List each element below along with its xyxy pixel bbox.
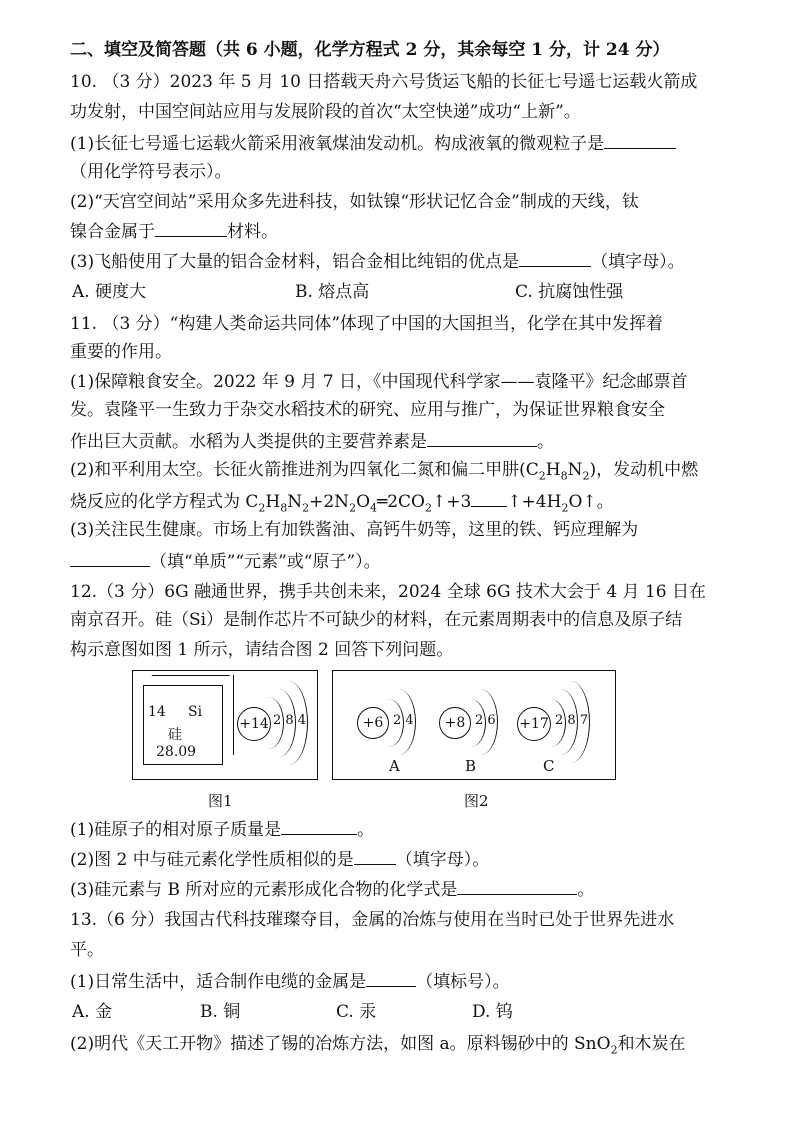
shell-arc: [551, 681, 590, 763]
q10-option-a: A. 硬度大: [72, 282, 147, 302]
cube-top-face: [143, 675, 230, 686]
shell-arc: [381, 689, 416, 755]
subscript: 2: [302, 501, 310, 515]
q12-part1-text: (1)硅原子的相对原子质量是: [70, 820, 282, 840]
formula-part: H: [545, 460, 561, 480]
q13-option-c: C. 汞: [336, 1002, 377, 1022]
formula-part: O↑。: [568, 492, 614, 512]
q11-part3-tail: （填“单质”“元素”或“原子”）。: [150, 552, 381, 572]
answer-blank[interactable]: [427, 428, 537, 447]
q11-part2-line1: [70, 458, 698, 488]
answer-blank[interactable]: [471, 488, 507, 507]
q10-part3-tail: （填字母）。: [591, 252, 685, 272]
q13-stem-line2: 平。: [70, 940, 104, 960]
q13-stem-line1: 13.（6 分）我国古代科技璀璨夺目，金属的冶炼与使用在当时已处于世界先进水: [70, 910, 675, 930]
q11-part1-text: 作出巨大贡献。水稻为人类提供的主要营养素是: [70, 432, 427, 452]
q10-part1-line1: [70, 130, 676, 156]
q10-part3-line: [70, 248, 685, 274]
q11-part1-line3: [70, 428, 554, 454]
subscript: 2: [258, 501, 266, 515]
section-title: 二、填空及简答题（共 6 小题，化学方程式 2 分，其余每空 1 分，计 24 分）: [70, 40, 670, 60]
formula-part: ↑+3: [432, 492, 472, 512]
formula-part: +2N: [309, 492, 350, 512]
q12-stem-line1: 12.（3 分）6G 融通世界，携手共创未来，2024 全球 6G 技术大会于 4 月 16 日在: [70, 582, 706, 602]
q11-part3-line1: (3)关注民生健康。市场上有加铁酱油、高钙牛奶等，这里的铁、钙应理解为: [70, 520, 639, 540]
figure-2: [332, 670, 616, 780]
si-electron-shells: 2 8 4: [273, 713, 307, 728]
subscript: 2: [582, 469, 590, 483]
q12-part1-tail: 。: [357, 820, 375, 840]
atom-c-nucleus: +17: [517, 707, 551, 741]
q11-part3-line2: [70, 548, 381, 574]
answer-blank[interactable]: [366, 968, 416, 987]
q12-part2-text: (2)图 2 中与硅元素化学性质相似的是: [70, 850, 354, 870]
q13-part1-tail: （填标号）。: [416, 972, 510, 992]
q13-option-d: D. 钨: [472, 1002, 513, 1022]
subscript: 8: [280, 501, 288, 515]
formula-part: N: [567, 460, 583, 480]
atom-a-label: A: [389, 757, 400, 775]
cube-side-face: [223, 675, 234, 755]
q12-part1-line: [70, 816, 374, 842]
q11-stem-line1: 11. （3 分）“构建人类命运共同体”体现了中国的大国担当，化学在其中发挥着: [70, 314, 664, 334]
q13-part1-text: (1)日常生活中，适合制作电缆的金属是: [70, 972, 367, 992]
q10-part2-tail: 材料。: [227, 222, 278, 242]
figure-1-caption: 图1: [208, 792, 233, 810]
subscript: 2: [561, 501, 569, 515]
q11-part1-tail: 。: [537, 432, 554, 452]
subscript: 2: [538, 469, 546, 483]
q13-part2-text: (2)明代《天工开物》描述了锡的冶炼方法，如图 a。原料锡砂中的 SnO: [70, 1034, 611, 1054]
shell-arc: [463, 689, 498, 755]
q12-part2-line: [70, 846, 489, 872]
q13-part1-line: [70, 968, 510, 994]
q10-stem-line2: 功发射，中国空间站应用与发展阶段的首次“太空快递”成功“上新”。: [70, 102, 581, 122]
q11-part1-line1: (1)保障粮食安全。2022 年 9 月 7 日，《中国现代科学家——袁隆平》纪念邮票首: [70, 372, 688, 392]
atom-c-label: C: [543, 757, 555, 775]
q12-stem-line3: 构示意图如图 1 所示，请结合图 2 回答下列问题。: [70, 640, 454, 660]
atom-c-shells: 2 8 7: [555, 713, 589, 728]
formula-part: ═2CO: [377, 492, 425, 512]
shell-arc: [269, 681, 308, 765]
atom-b-label: B: [465, 757, 477, 775]
q11-stem-line2: 重要的作用。: [70, 342, 172, 362]
q10-option-c: C. 抗腐蚀性强: [515, 282, 624, 302]
atom-a-nucleus: +6: [357, 707, 389, 739]
q12-part3-text: (3)硅元素与 B 所对应的元素形成化合物的化学式是: [70, 880, 458, 900]
q10-part1-line2: （用化学符号表示）。: [70, 162, 232, 182]
figure-1: [132, 670, 318, 780]
atom-b-shells: 2 6: [475, 713, 496, 728]
q11-part1-line2: 发。袁隆平一生致力于杂交水稻技术的研究、应用与推广，为保证世界粮食安全: [70, 400, 665, 420]
q10-option-b: B. 熔点高: [295, 282, 370, 302]
atomic-mass: 28.09: [156, 744, 197, 760]
element-symbol: Si: [188, 704, 203, 720]
subscript: 2: [425, 501, 432, 515]
q13-part2-tail: 和木炭在: [617, 1034, 686, 1054]
q11-part2-equation: [70, 488, 614, 520]
formula-part: ↑+4H: [507, 492, 562, 512]
equation-text: 烧反应的化学方程式为 C: [70, 492, 259, 512]
q12-part3-tail: 。: [577, 880, 595, 900]
q13-option-b: B. 铜: [200, 1002, 241, 1022]
formula-part: N: [287, 492, 303, 512]
answer-blank[interactable]: [604, 130, 676, 149]
q12-part3-line: [70, 876, 594, 902]
q10-part2-line1: (2)“天宫空间站”采用众多先进科技，如钛镍“形状记忆合金”制成的天线，钛: [70, 192, 639, 212]
subscript: 8: [560, 469, 568, 483]
subscript: 4: [370, 501, 377, 515]
answer-blank[interactable]: [354, 846, 396, 865]
subscript: 2: [610, 1043, 618, 1057]
answer-blank[interactable]: [70, 548, 150, 567]
element-name: 硅: [168, 727, 182, 743]
q11-part2-tail: )，发动机中燃: [589, 460, 699, 480]
atomic-number: 14: [148, 704, 166, 720]
subscript: 2: [349, 501, 357, 515]
q12-stem-line2: 南京召开。硅（Si）是制作芯片不可缺少的材料，在元素周期表中的信息及原子结: [70, 610, 683, 630]
atom-a-shells: 2 4: [393, 713, 414, 728]
q10-part3-text: (3)飞船使用了大量的铝合金材料，铝合金相比纯铝的优点是: [70, 252, 520, 272]
answer-blank[interactable]: [457, 876, 577, 895]
answer-blank[interactable]: [155, 218, 227, 237]
answer-blank[interactable]: [281, 816, 357, 835]
q11-part2-text: (2)和平利用太空。长征火箭推进剂为四氧化二氮和偏二甲肼(C: [70, 460, 539, 480]
q10-part2-line2: [70, 218, 278, 244]
q12-part2-tail: （填字母）。: [395, 850, 490, 870]
formula-part: H: [265, 492, 281, 512]
q13-part2-line: [70, 1032, 686, 1062]
figure-2-caption: 图2: [464, 792, 489, 810]
si-nucleus: +14: [237, 707, 271, 741]
q10-part1-text: (1)长征七号遥七运载火箭采用液氧煤油发动机。构成液氧的微观粒子是: [70, 134, 605, 154]
atom-b-nucleus: +8: [439, 707, 471, 739]
periodic-table-cell: [143, 685, 223, 765]
formula-part: O: [356, 492, 370, 512]
answer-blank[interactable]: [519, 248, 591, 267]
q10-stem-line1: 10. （3 分）2023 年 5 月 10 日搭载天舟六号货运飞船的长征七号遥七运载火箭成: [70, 72, 698, 92]
q10-part2-text: 镍合金属于: [70, 222, 155, 242]
q13-option-a: A. 金: [72, 1002, 113, 1022]
